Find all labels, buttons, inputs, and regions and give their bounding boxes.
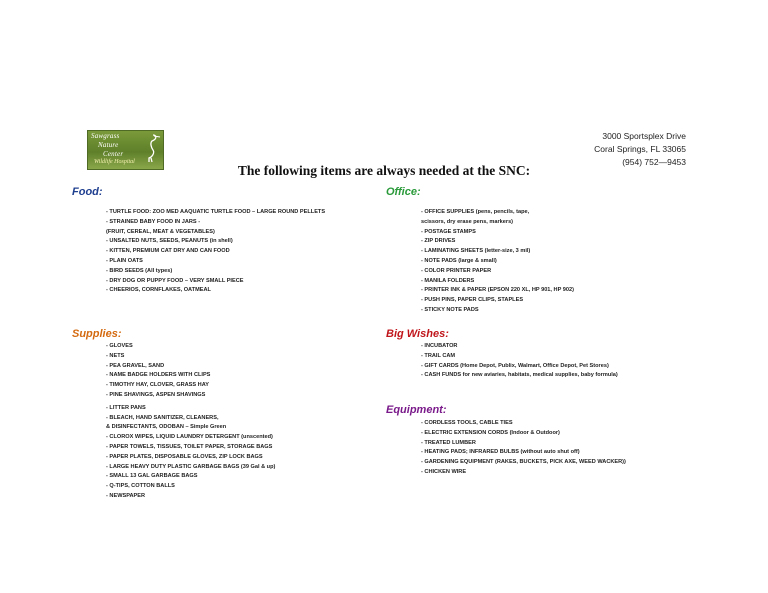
list-item: - ZIP DRIVES [421, 238, 456, 245]
list-item: - CLOROX WIPES, LIQUID LAUNDRY DETERGENT (unscented) [106, 434, 273, 441]
list-item: - CORDLESS TOOLS, CABLE TIES [421, 420, 513, 426]
food-heading: Food: [72, 186, 103, 198]
page-title: The following items are always needed at the SNC: [237, 163, 531, 178]
list-item: - CHICKEN WIRE [421, 468, 467, 475]
list-item: - POSTAGE STAMPS [421, 228, 476, 235]
list-item: - NETS [106, 352, 125, 359]
heron-icon [141, 133, 161, 163]
address-phone: (954) 752—9453 [622, 157, 686, 167]
list-item: - GARDENING EQUIPMENT (RAKES, BUCKETS, PICK AXE, WEED WACKER)) [421, 459, 626, 466]
list-item: - CHEERIOS, CORNFLAKES, OATMEAL [106, 287, 211, 294]
list-item: - PLAIN OATS [106, 257, 143, 264]
supplies-heading: Supplies: [72, 328, 122, 340]
list-item: - ELECTRIC EXTENSION CORDS (Indoor & Outdoor) [421, 429, 560, 436]
list-item: - NEWSPAPER [106, 492, 146, 499]
list-item: - TIMOTHY HAY, CLOVER, GRASS HAY [106, 382, 209, 389]
logo-text-line3: Center [103, 150, 124, 158]
list-item: - PINE SHAVINGS, ASPEN SHAVINGS [106, 391, 206, 398]
list-item: - STRAINED BABY FOOD IN JARS - [106, 218, 201, 225]
list-item: - PRINTER INK & PAPER (EPSON 220 XL, HP 901, HP 902) [421, 287, 574, 294]
list-item: - OFFICE SUPPLIES (pens, pencils, tape, [421, 209, 530, 215]
list-item: - MANILA FOLDERS [421, 277, 475, 284]
list-item: - COLOR PRINTER PAPER [421, 267, 492, 274]
list-item: - UNSALTED NUTS, SEEDS, PEANUTS (in shell) [106, 238, 233, 245]
list-item: - HEATING PADS; INFRARED BULBS (without auto shut off) [421, 449, 580, 456]
list-item: - NOTE PADS (large & small) [421, 257, 497, 264]
office-list [421, 208, 574, 316]
list-item: - TURTLE FOOD: ZOO MED AAQUATIC TURTLE FOOD – LARGE ROUND PELLETS [106, 209, 326, 215]
list-item: - GIFT CARDS (Home Depot, Publix, Walmart, Office Depot, Pet Stores) [421, 362, 609, 369]
list-item: - BIRD SEEDS (All types) [106, 267, 173, 274]
address-street: 3000 Sportsplex Drive [602, 131, 686, 141]
address-city: Coral Springs, FL 33065 [594, 144, 686, 154]
list-item: - PAPER PLATES, DISPOSABLE GLOVES, ZIP LOCK BAGS [106, 453, 263, 460]
big-wishes-heading: Big Wishes: [386, 328, 449, 340]
list-item: - PUSH PINS, PAPER CLIPS, STAPLES [421, 297, 524, 304]
big-wishes-list [421, 342, 618, 381]
list-item: - TRAIL CAM [421, 352, 456, 359]
equipment-list [421, 419, 626, 478]
list-item: - BLEACH, HAND SANITIZER, CLEANERS, [106, 414, 219, 421]
list-item: - SMALL 13 GAL GARBAGE BAGS [106, 473, 198, 480]
list-item: - KITTEN, PREMIUM CAT DRY AND CAN FOOD [106, 248, 230, 255]
list-item: - PAPER TOWELS, TISSUES, TOILET PAPER, STORAGE BAGS [106, 443, 273, 450]
list-item: - LITTER PANS [106, 404, 146, 411]
list-item: - Q-TIPS, COTTON BALLS [106, 483, 175, 490]
office-heading: Office: [386, 186, 421, 198]
list-item: - LAMINATING SHEETS (letter-size, 3 mil) [421, 248, 531, 255]
list-item: - PEA GRAVEL, SAND [106, 362, 165, 369]
equipment-heading: Equipment: [386, 404, 447, 416]
list-item: & DISINFECTANTS, ODOBAN – Simple Green [106, 424, 227, 431]
list-item: (FRUIT, CEREAL, MEAT & VEGETABLES) [106, 228, 215, 235]
list-item: - CASH FUNDS for new aviaries, habitats, medical supplies, baby formula) [421, 372, 618, 379]
logo-text-line1: Sawgrass [91, 132, 120, 140]
list-item: - LARGE HEAVY DUTY PLASTIC GARBAGE BAGS (39 Gal & up) [106, 463, 276, 470]
list-item: - GLOVES [106, 343, 133, 349]
list-item: - NAME BADGE HOLDERS WITH CLIPS [106, 372, 211, 379]
list-item: - DRY DOG OR PUPPY FOOD – VERY SMALL PIECE [106, 277, 244, 284]
list-item: scissors, dry erase pens, markers) [421, 218, 514, 225]
supplies-list [106, 342, 275, 502]
list-item: - INCUBATOR [421, 343, 458, 349]
food-list [106, 208, 325, 296]
list-item: - STICKY NOTE PADS [421, 306, 479, 313]
logo-text-line2: Nature [98, 141, 119, 149]
list-item: - TREATED LUMBER [421, 439, 476, 446]
logo-text-line4: Wildlife Hospital [94, 159, 135, 165]
